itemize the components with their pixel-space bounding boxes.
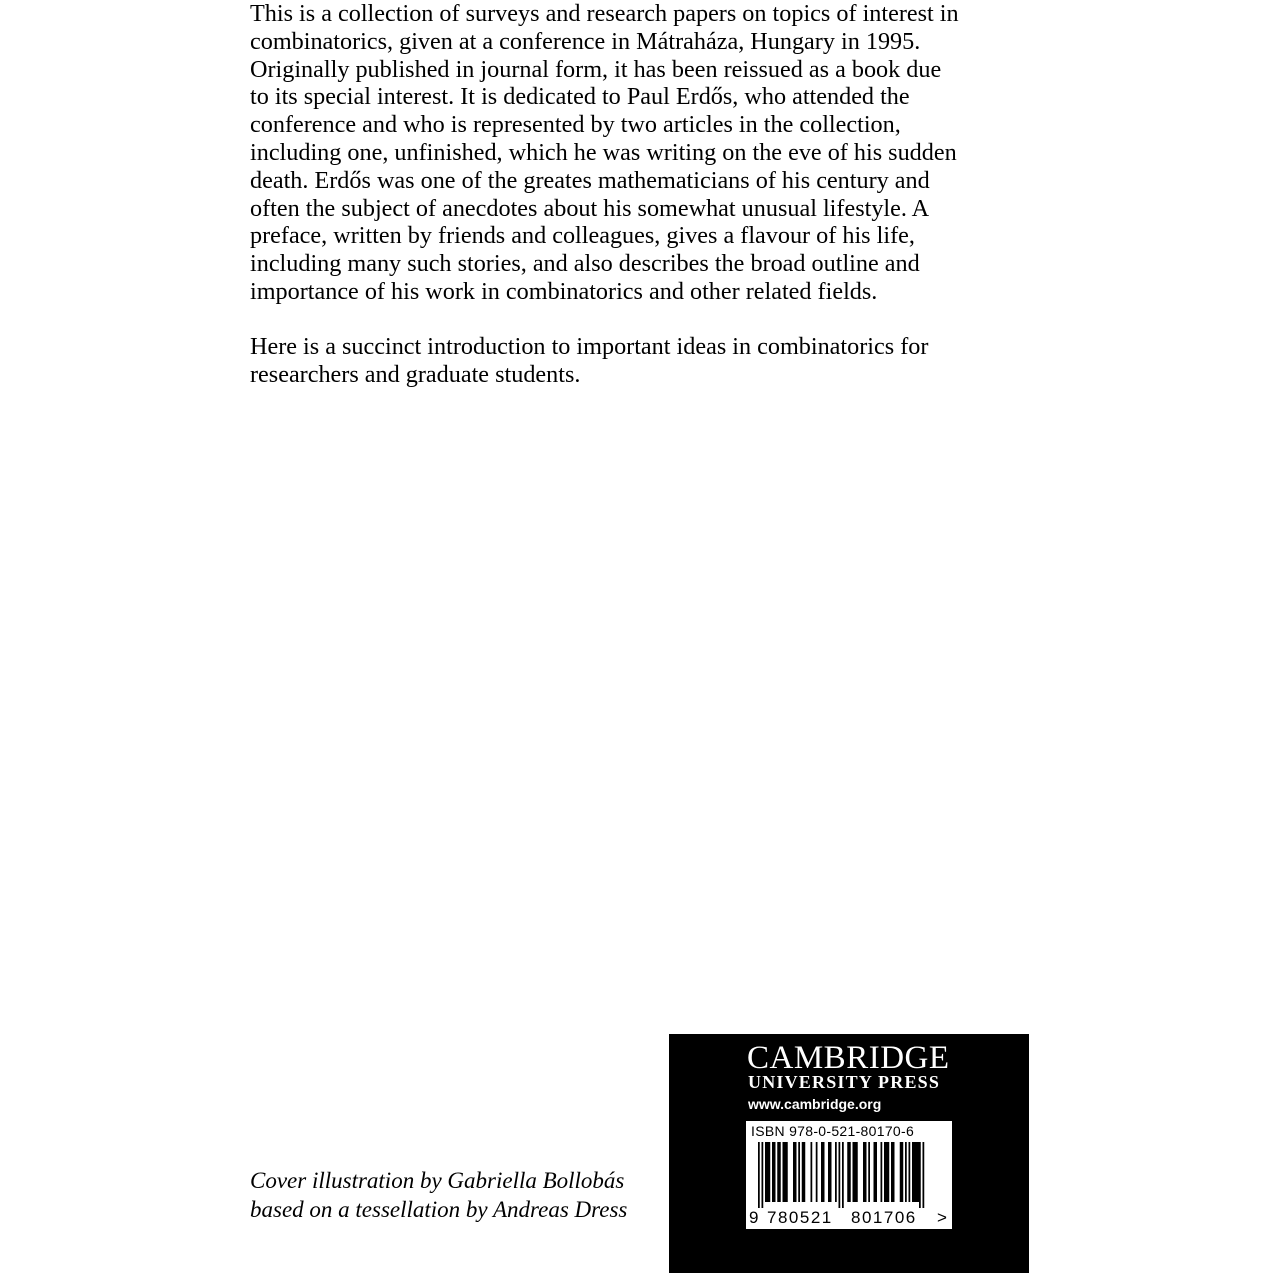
barcode-bar <box>881 1142 883 1202</box>
barcode-bar <box>802 1142 806 1202</box>
back-cover-blurb <box>250 0 1010 388</box>
barcode-bar <box>909 1142 911 1202</box>
publisher-url: www.cambridge.org <box>748 1096 882 1112</box>
blurb-line: importance of his work in combinatorics and other related fields. <box>250 277 878 305</box>
publisher-subname: UNIVERSITY PRESS <box>748 1072 941 1092</box>
barcode-group-1: 780521 <box>767 1208 833 1227</box>
barcode-bar <box>912 1142 919 1202</box>
barcode-bar <box>793 1142 797 1202</box>
barcode-bar <box>821 1142 825 1202</box>
barcode-bar <box>842 1142 844 1208</box>
cover-credit <box>250 1166 627 1224</box>
barcode-bar <box>923 1142 925 1208</box>
barcode-bar <box>905 1142 907 1202</box>
publisher-box <box>669 1034 1029 1273</box>
barcode-bar <box>772 1142 776 1202</box>
blurb-line: preface, written by friends and colleagues, gives a flavour of his life, <box>250 222 915 250</box>
barcode-group-2: 801706 <box>851 1208 917 1227</box>
barcode-bar <box>891 1142 895 1202</box>
blurb-line: death. Erdős was one of the greates mathematicians of his century and <box>250 166 930 194</box>
barcode-icon <box>758 1142 940 1208</box>
barcode-bar <box>874 1142 878 1202</box>
barcode-bar <box>839 1142 841 1208</box>
credit-line-1: Cover illustration by Gabriella Bollobás <box>250 1168 625 1193</box>
barcode-bar <box>847 1142 851 1202</box>
barcode-bar <box>798 1142 800 1202</box>
barcode-bar <box>868 1142 870 1202</box>
barcode-bar <box>919 1142 921 1208</box>
blurb-line: Originally published in journal form, it has been reissued as a book due <box>250 55 942 83</box>
barcode-lead-digit: 9 <box>749 1208 759 1227</box>
publisher-name: CAMBRIDGE <box>747 1040 950 1076</box>
barcode-bar <box>853 1142 858 1202</box>
credit-line-2: based on a tessellation by Andreas Dress <box>250 1197 628 1222</box>
barcode-bar <box>811 1142 813 1202</box>
blurb-line: This is a collection of surveys and research papers on topics of interest in <box>250 0 959 27</box>
barcode-bar <box>777 1142 781 1202</box>
blurb-line: Here is a succinct introduction to important ideas in combinatorics for <box>250 332 929 360</box>
barcode-bar <box>835 1142 837 1202</box>
barcode-bar <box>884 1142 889 1202</box>
barcode-bar <box>783 1142 788 1202</box>
barcode-arrow: > <box>937 1208 947 1227</box>
blurb-line: including many such stories, and also describes the broad outline and <box>250 250 920 278</box>
barcode-bar <box>762 1142 764 1208</box>
barcode-bar <box>758 1142 760 1208</box>
blurb-line: combinatorics, given at a conference in Mátraháza, Hungary in 1995. <box>250 27 921 55</box>
barcode-bar <box>863 1142 867 1202</box>
blurb-line: including one, unfinished, which he was writing on the eve of his sudden <box>250 138 957 166</box>
blurb-line: researchers and graduate students. <box>250 360 581 388</box>
blurb-paragraph-1 <box>250 0 1010 306</box>
barcode-panel <box>746 1121 952 1229</box>
barcode-bar <box>828 1142 832 1202</box>
barcode-bar <box>900 1142 904 1202</box>
blurb-line: to its special interest. It is dedicated to Paul Erdős, who attended the <box>250 83 910 111</box>
barcode-bar <box>816 1142 818 1202</box>
blurb-line: often the subject of anecdotes about his somewhat unusual lifestyle. A <box>250 194 930 222</box>
blurb-paragraph-2 <box>250 333 1010 389</box>
blurb-line: conference and who is represented by two articles in the collection, <box>250 111 901 139</box>
isbn-label: ISBN 978-0-521-80170-6 <box>751 1123 915 1139</box>
barcode-bar <box>765 1142 770 1202</box>
